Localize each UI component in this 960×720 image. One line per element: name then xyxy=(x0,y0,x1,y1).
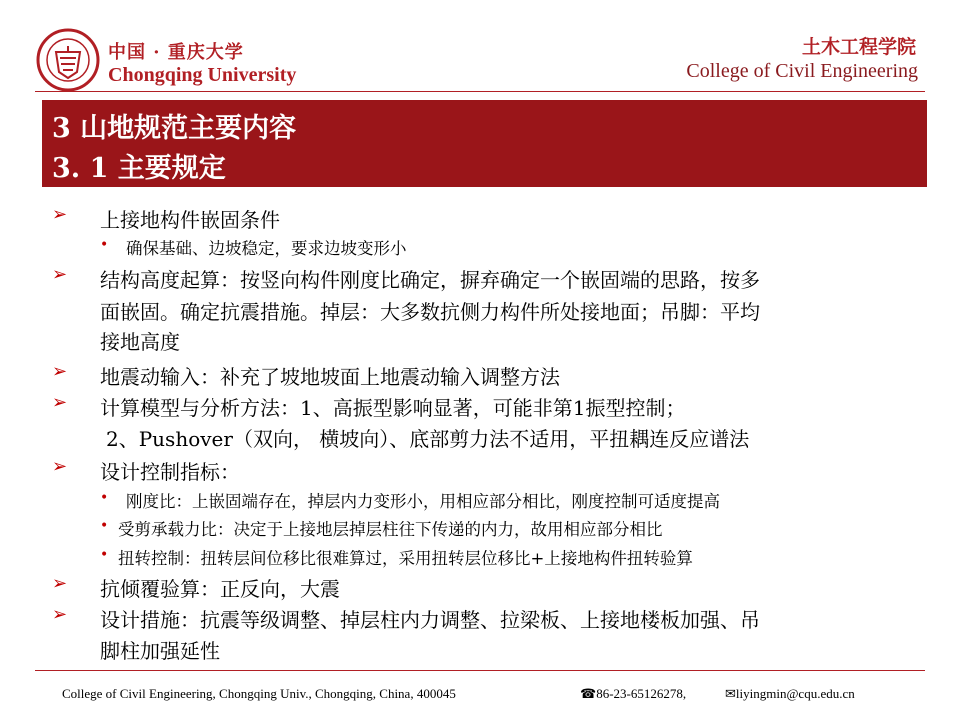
arrow-right-icon: ➢ xyxy=(52,392,68,413)
list-item-cont: 2、Pushover（双向， 横坡向）、底部剪力法不适用，平扭耦连反应谱法 xyxy=(106,427,750,451)
arrow-right-icon: ➢ xyxy=(52,361,68,382)
arrow-right-icon: ➢ xyxy=(52,456,68,477)
footer-phone xyxy=(580,686,686,702)
title-bar xyxy=(42,100,927,187)
dot-icon: • xyxy=(100,547,109,563)
arrow-right-icon: ➢ xyxy=(52,604,68,625)
arrow-right-icon: ➢ xyxy=(52,204,68,225)
dot-icon: • xyxy=(100,237,109,253)
phone-icon: ☎ xyxy=(580,686,597,701)
dot-icon: • xyxy=(100,490,109,506)
dot-icon: • xyxy=(100,518,109,534)
university-name-cn: 中国 · 重庆大学 xyxy=(108,42,244,63)
envelope-icon: ✉ xyxy=(725,686,736,701)
section-title: 3 山地规范主要内容 xyxy=(52,113,297,144)
subsection-title: 3. 1 主要规定 xyxy=(52,153,226,184)
arrow-right-icon: ➢ xyxy=(52,573,68,594)
phone-number: 86-23-65126278, xyxy=(596,686,687,701)
list-item-cont: 脚柱加强延性 xyxy=(100,639,220,663)
footer-divider xyxy=(35,670,925,671)
email-address: liyingmin@cqu.edu.cn xyxy=(735,686,855,701)
university-seal-icon xyxy=(36,28,100,92)
list-item-cont: 接地高度 xyxy=(100,330,180,354)
footer-email xyxy=(725,686,855,702)
footer-address: College of Civil Engineering, Chongqing Univ., Chongqing, China, 400045 xyxy=(62,686,456,701)
college-name-cn: 土木工程学院 xyxy=(801,36,916,58)
header-divider xyxy=(35,91,925,92)
list-item-cont: 面嵌固。确定抗震措施。掉层：大多数抗侧力构件所处接地面；吊脚：平均 xyxy=(100,300,760,324)
college-name-en: College of Civil Engineering xyxy=(686,60,918,82)
arrow-right-icon: ➢ xyxy=(52,264,68,285)
university-name-en: Chongqing University xyxy=(108,64,297,86)
